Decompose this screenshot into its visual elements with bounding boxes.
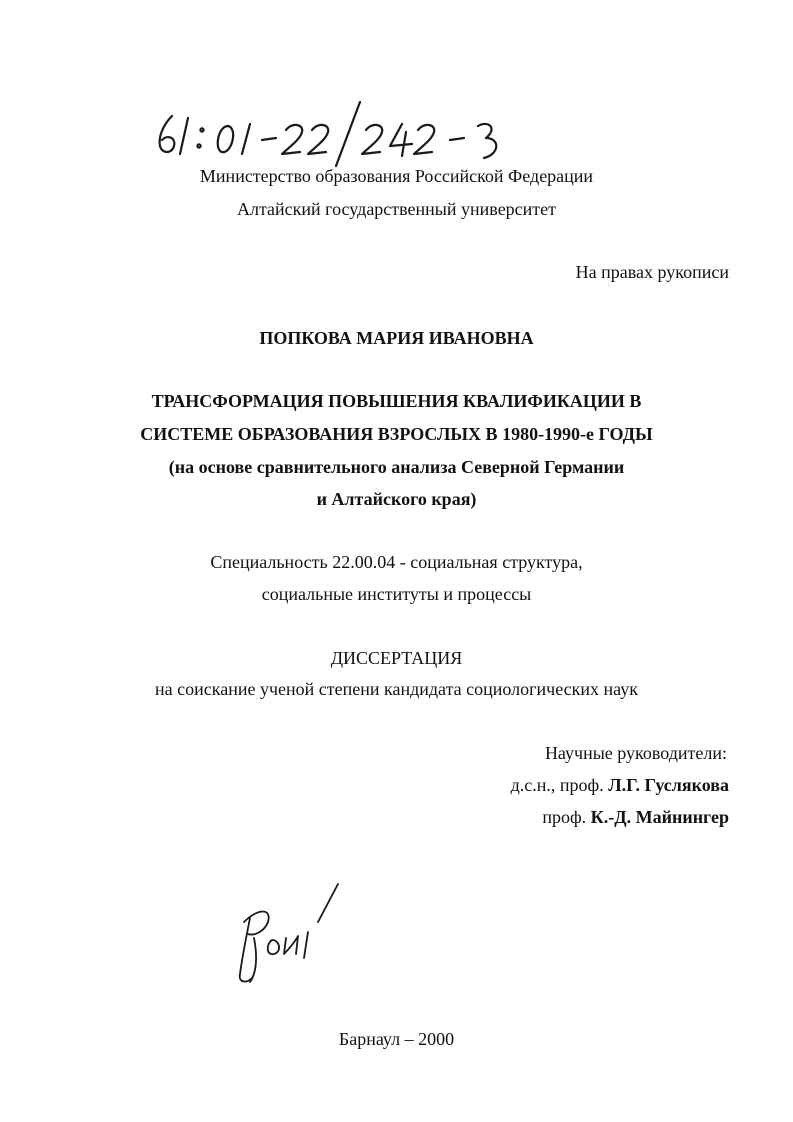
specialty-line-1: Специальность 22.00.04 - социальная структура, [210, 552, 583, 572]
place-year: Барнаул – 2000 [338, 1029, 455, 1049]
title-line-3: (на основе сравнительного анализа Северной Германии [168, 457, 625, 477]
doc-type: ДИССЕРТАЦИЯ [330, 648, 463, 668]
advisor-2 [542, 806, 729, 828]
signature-handwriting [228, 878, 358, 988]
degree-line: на соискание ученой степени кандидата социологических наук [155, 679, 638, 699]
advisor-1-prefix: д.с.н., проф. [510, 775, 604, 795]
archive-code-text: 61:01-22/242-3 [150, 166, 157, 167]
advisor-1 [511, 774, 729, 796]
title-line-2: СИСТЕМЕ ОБРАЗОВАНИЯ ВЗРОСЛЫХ В 1980-1990-е ГОДЫ [140, 424, 653, 444]
advisor-2-name: К.-Д. Майнингер [590, 807, 729, 827]
author-name: ПОПКОВА МАРИЯ ИВАНОВНА [259, 328, 534, 348]
archive-code-handwriting [150, 96, 530, 168]
advisor-2-prefix: проф. [542, 807, 587, 827]
title-line-1: ТРАНСФОРМАЦИЯ ПОВЫШЕНИЯ КВАЛИФИКАЦИИ В [151, 391, 642, 411]
manuscript-rights: На правах рукописи [575, 262, 729, 282]
specialty-line-2: социальные институты и процессы [261, 584, 532, 604]
signature [228, 878, 358, 988]
archive-code [150, 96, 530, 168]
ministry-line: Министерство образования Российской Федерации [199, 166, 594, 186]
advisors-heading: Научные руководители: [544, 743, 727, 763]
title-line-4: и Алтайского края) [316, 489, 477, 509]
university-line: Алтайский государственный университет [236, 199, 557, 219]
advisor-1-name: Л.Г. Гуслякова [608, 775, 729, 795]
